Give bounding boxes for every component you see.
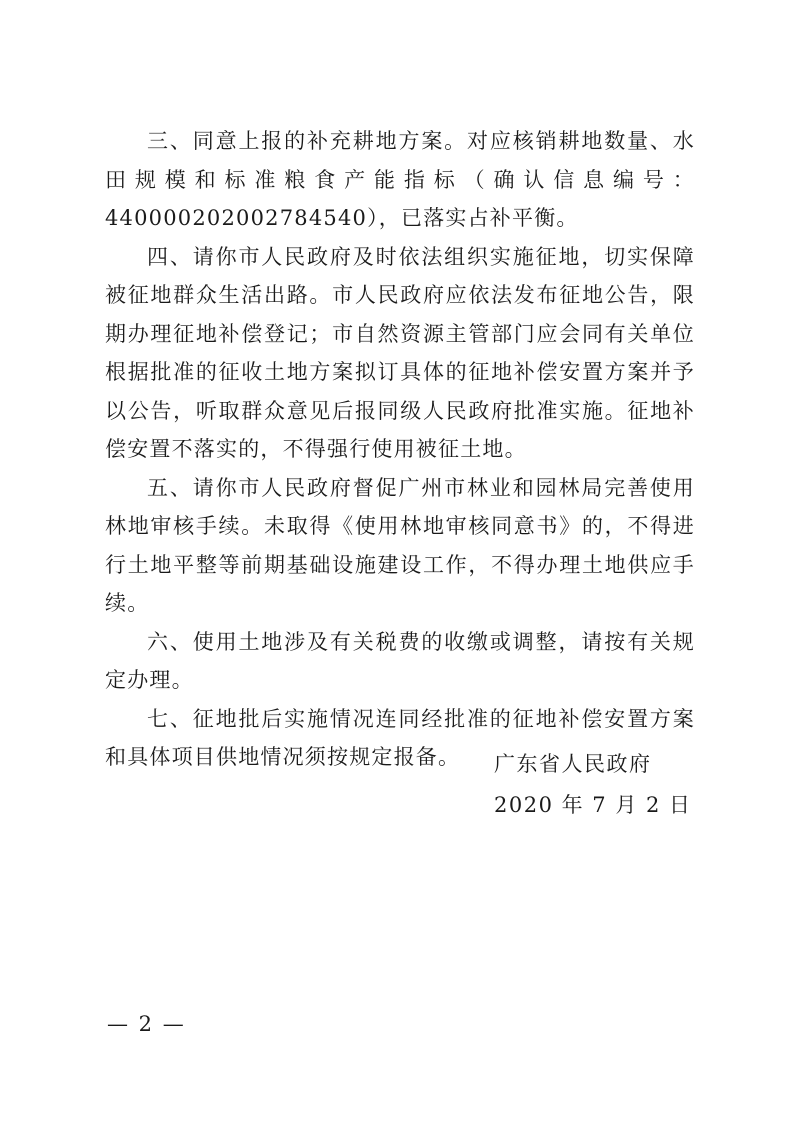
page-number: — 2 — (107, 1012, 186, 1036)
paragraph-item-6: 六、使用土地涉及有关税费的收缴或调整，请按有关规定办理。 (105, 629, 695, 692)
issue-date: 2020 年 7 月 2 日 (494, 792, 692, 817)
issuer-name: 广东省人民政府 (494, 752, 652, 776)
paragraph-item-3: 三、同意上报的补充耕地方案。对应核销耕地数量、水田规模和标准粮食产能指标（确认信息编号：440000202002784540），已落实占补平衡。 (105, 129, 695, 230)
signature-block (494, 745, 692, 826)
document-body (105, 122, 695, 777)
paragraph-item-7: 七、征地批后实施情况连同经批准的征地补偿安置方案和具体项目供地情况须按规定报备。 (105, 706, 695, 769)
paragraph-item-4: 四、请你市人民政府及时依法组织实施征地，切实保障被征地群众生活出路。市人民政府应依法发布征地公告，限期办理征地补偿登记；市自然资源主管部门应会同有关单位根据批准的征收土地方案拟订具体的征地补偿安置方案并予以公告，听取群众意见后报同级人民政府批准实施。征地补偿安置不落实的，不得强行使用被征土地。 (105, 244, 695, 461)
paragraph-item-5: 五、请你市人民政府督促广州市林业和园林局完善使用林地审核手续。未取得《使用林地审核同意书》的，不得进行土地平整等前期基础设施建设工作，不得办理土地供应手续。 (105, 475, 695, 615)
